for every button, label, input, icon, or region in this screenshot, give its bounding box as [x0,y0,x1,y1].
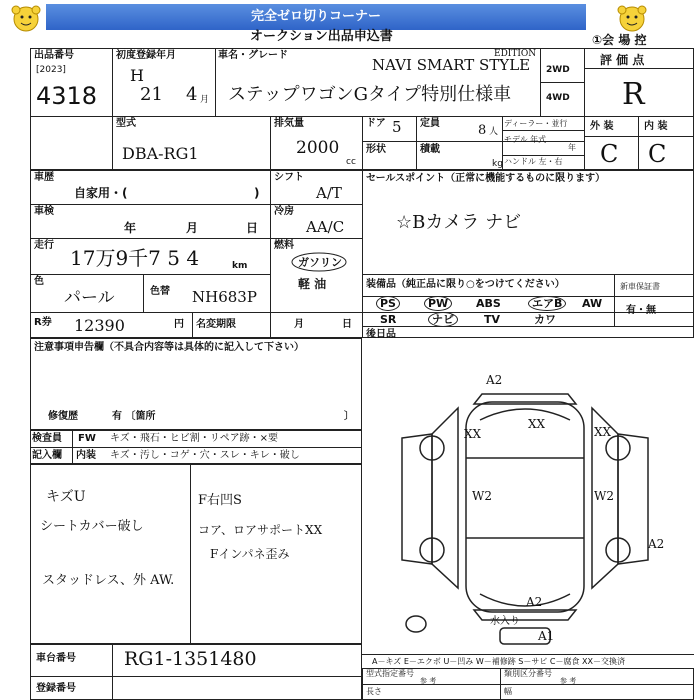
color-value: パール [64,288,115,308]
cc-unit: cc [346,157,356,167]
usage-value: 自家用・( [74,186,128,200]
mark-a2-rear: A2 [526,595,543,609]
inspection-label: 車検 [34,206,54,217]
sales-text: ☆Bカメラ ナビ [396,212,522,233]
new-car-value: 有・無 [626,305,656,316]
legend: A－キズ E－エクボ U－凹み W－補修跡 S－サビ C－腐食 XX－交換済 [372,657,626,666]
shift-value: A/T [316,184,342,202]
sales-label: セールスポイント（正常に機能するものに限ります） [366,173,606,184]
equipment-label: 装備品（純正品に限り○をつけてください） [366,279,565,290]
nc-day: 日 [342,319,352,330]
mascot-icon [616,3,648,33]
interior-label: 内装 [76,450,96,461]
banner-title: 完全ゼロ切りコーナー [46,4,586,30]
note-right-2: コア、ロアサポートXX [198,523,323,537]
score-value: R [622,77,645,112]
model-label: 型式 [116,118,136,129]
mark-xx-front: XX [528,417,546,431]
km-unit: km [232,261,248,271]
score-label: 評 価 点 [600,53,645,67]
handle-label: ハンドル 左・右 [504,157,563,166]
reg-month: 4 [186,84,198,105]
ac-label: 冷房 [274,206,294,217]
usage-label: 車歴 [34,172,54,183]
capacity-value: 8 [478,123,487,138]
insp-year: 年 [124,221,137,235]
shift-label: シフト [274,172,304,183]
drive-2wd: 2WD [546,65,570,75]
repair-close: 〕 [344,411,354,422]
equip-airbag: エアB [528,296,566,311]
note-left-1: キズU [46,489,86,505]
first-reg-label: 初度登録年月 [116,50,176,61]
color-change-label: 色替 [150,286,170,297]
recycle-label: R券 [34,317,52,328]
reg-year: 21 [140,84,163,105]
ref-label-2: 参 考 [560,677,577,685]
reg-number-label: 登録番号 [36,683,76,694]
insp-day: 日 [246,221,259,235]
form-label: 型式指定番号 [366,669,414,678]
inspector-items1: キズ・飛石・ヒビ割・リペア跡・×要 [110,433,278,444]
equip-ps: PS [376,296,400,311]
dealer-label: ディーラー・並行 [504,119,568,128]
person-unit: 人 [489,127,499,137]
note-right-1: F右凹S [198,493,242,508]
year-unit: 年 [568,143,576,152]
yen-unit: 円 [174,319,184,330]
equip-abs: ABS [476,297,501,310]
fuel-circle [290,252,348,272]
doors-label: ドア [366,118,386,129]
equip-tv: TV [484,313,501,326]
mark-water: 水入り [490,616,520,627]
edition: EDITION [494,49,537,59]
ac-value: AA/C [306,218,345,236]
shape-label: 形状 [366,144,386,155]
form-title: オークション出品申込書 [250,29,393,44]
lot-year-tag: [2023] [36,65,66,75]
mark-a2-top: A2 [486,373,503,387]
mark-xx-left: XX [464,427,482,441]
disp-value: 2000 [296,138,340,158]
class-label: 類別区分番号 [504,669,552,678]
int-label: 内 装 [644,121,668,132]
kg-unit: kg [492,159,503,169]
note-right-3: Fインパネ歪み [210,547,290,561]
entry-label: 記入欄 [32,450,62,461]
color-label: 色 [34,276,44,287]
drive-4wd: 4WD [546,93,570,103]
venue-label: ①会 場 控 [592,33,647,47]
mileage-value: 17万9千7 5 4 [70,246,200,270]
month-unit: 月 [200,95,210,105]
repair-value: 有 〔箇所 [112,411,156,422]
equip-sr: SR [380,313,397,326]
model-year-label: モデル 年式 [504,135,547,144]
chassis-number: RG1-1351480 [124,648,257,670]
capacity-label: 定員 [420,118,440,129]
grade-line1: NAVI SMART STYLE [372,56,531,74]
fuel-gasoline: ガソリン [298,256,342,269]
note-left-3: スタッドレス、外 AW. [42,573,175,588]
equip-leather: カワ [534,313,556,326]
ext-label: 外 装 [590,121,614,132]
usage-close: ) [254,186,260,200]
width-label: 幅 [504,687,512,696]
mark-a2-right: A2 [648,537,665,551]
mark-w2-left: W2 [472,489,492,503]
inspector-label: 検査員 [32,433,62,444]
mascot-icon [10,3,42,33]
car-name-label: 車名・グレード [218,50,288,61]
equip-navi: ナビ [428,312,458,327]
model-value: DBA-RG1 [122,144,199,163]
lot-number: 4318 [36,82,98,110]
inspector-items2: キズ・汚し・コゲ・穴・スレ・キレ・破し [110,450,300,461]
new-car-label: 新車保証書 [620,282,660,291]
mark-a1: A1 [538,629,555,643]
repair-label: 修復歴 [48,411,78,422]
length-label: 長さ [366,687,382,696]
fw-label: FW [78,433,96,444]
mark-xx-right: XX [594,425,612,439]
mileage-label: 走行 [34,240,54,251]
era: H [130,66,144,85]
car-diagram [362,338,694,660]
equip-pw: PW [424,296,452,311]
mark-w2-right: W2 [594,489,614,503]
recycle-amount: 12390 [74,316,125,335]
ref-label-1: 参 考 [420,677,437,685]
nc-month: 月 [294,319,304,330]
car-name: ステップワゴンGタイプ特別仕様車 [228,84,512,105]
lot-label: 出品番号 [34,50,74,61]
note-left-2: シートカバー破し [40,519,144,534]
name-change-label: 名変期限 [196,319,236,330]
load-label: 積載 [420,144,440,155]
ext-grade: C [600,140,619,168]
disp-label: 排気量 [274,118,304,129]
int-grade: C [648,140,667,168]
fuel-label: 燃料 [274,240,294,251]
notes-label: 注意事項申告欄（不具合内容等は具体的に記入して下さい） [34,342,304,353]
insp-month: 月 [186,221,199,235]
equip-aw: AW [582,297,603,310]
color-code: NH683P [192,288,257,306]
doors-value: 5 [392,118,402,136]
rear-label: 後日品 [366,329,396,340]
chassis-label: 車台番号 [36,653,76,664]
fuel-diesel: 軽 油 [298,277,327,291]
